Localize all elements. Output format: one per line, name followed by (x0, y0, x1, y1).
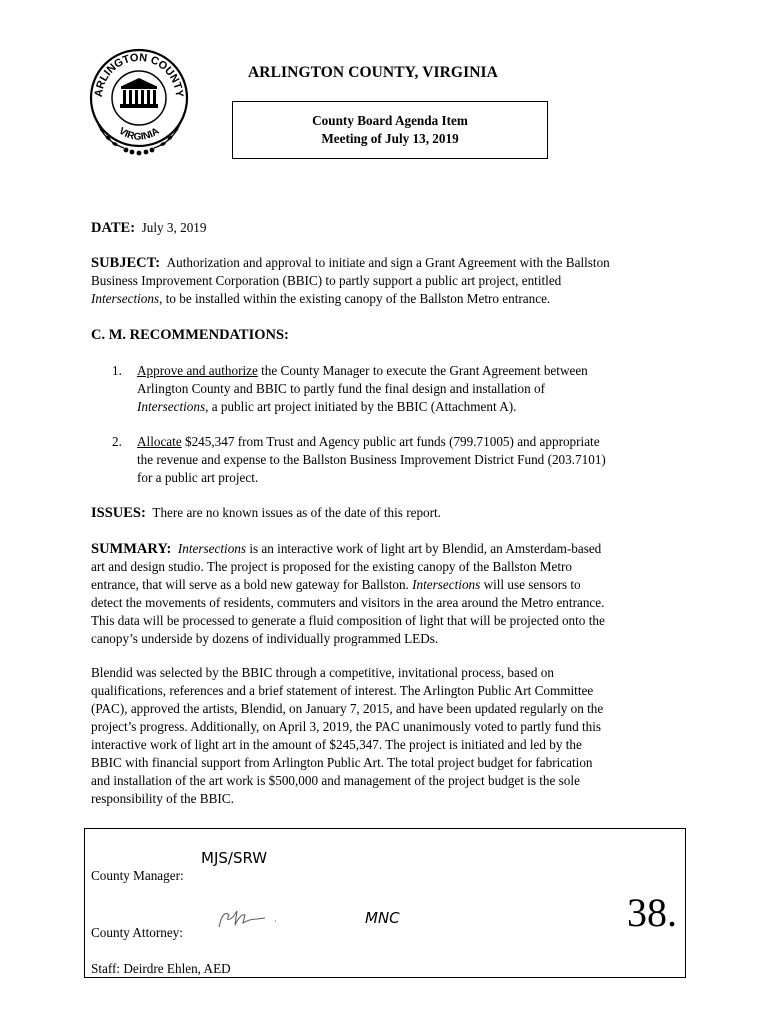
meeting-date: Meeting of July 13, 2019 (321, 131, 459, 146)
recommendation-italic-title: Intersections (137, 399, 206, 414)
issues-text: There are no known issues as of the date of this report. (152, 505, 441, 520)
summary-paragraph-1 (91, 540, 691, 648)
agenda-item-number: 38. (627, 890, 677, 935)
summary-text: (PAC), approved the artists, Blendid, on January 7, 2015, and have been updated regularly on the (91, 701, 604, 716)
summary-text: project’s progress. Additionally, on April 3, 2019, the PAC unanimously voted to partly fund this (91, 719, 602, 734)
summary-text: will use sensors to (480, 577, 581, 592)
issues-line (91, 504, 691, 522)
summary-text: Blendid was selected by the BBIC through a competitive, invitational process, based on (91, 665, 554, 680)
recommendation-text: Arlington County and BBIC to partly fund the final design and installation of (137, 381, 546, 396)
recommendations-list (112, 362, 682, 487)
summary-text: and installation of the art work is $500,000 and management of the project budget is the sole (91, 773, 580, 788)
recommendation-item (112, 433, 682, 487)
date-label: DATE: (91, 220, 136, 236)
subject-text-line3: , to be installed within the existing canopy of the Ballston Metro entrance. (159, 291, 551, 306)
recommendation-text: , a public art project initiated by the BBIC (Attachment A). (205, 399, 517, 414)
recommendation-text: for a public art project. (137, 470, 259, 485)
recommendation-text: $245,347 from Trust and Agency public art funds (799.71005) and appropriate (181, 434, 600, 449)
summary-text: art and design studio. The project is proposed for the existing canopy of the Ballston Metro (91, 559, 573, 574)
recommendation-item (112, 362, 682, 416)
summary-italic-title: Intersections (177, 541, 247, 556)
manager-initials: MJS/SRW (201, 849, 268, 867)
recommendation-action: Approve and authorize (137, 363, 258, 378)
summary-text: BBIC with financial support from Arlington Public Art. The total project budget for fabrication (91, 755, 593, 770)
summary-italic-title: Intersections (412, 577, 481, 592)
summary-paragraph-2 (91, 664, 691, 808)
subject-label: SUBJECT: (91, 255, 161, 271)
date-line (91, 219, 691, 237)
svg-text:ARLINGTON COUNTY (93, 52, 185, 99)
staff-line: Staff: Deirdre Ehlen, AED (91, 961, 231, 976)
seal-bottom-text: VIRGINIA (116, 125, 162, 143)
county-manager-label: County Manager: (91, 868, 184, 883)
agenda-box-title: County Board Agenda Item (312, 113, 468, 128)
attorney-signature (213, 903, 293, 933)
subject-text-line1: Authorization and approval to initiate and sign a Grant Agreement with the Ballston (166, 255, 610, 270)
recommendation-number: 1. (112, 363, 122, 378)
issues-label: ISSUES: (91, 505, 146, 521)
summary-text: This data will be processed to generate a fluid composition of light that will be projected onto the (91, 613, 605, 628)
summary-text: interactive work of light art in the amount of $245,347. The project is initiated and led by the (91, 737, 582, 752)
county-seal-logo (84, 46, 194, 162)
summary-text: canopy’s underside by dozens of individually programmed LEDs. (91, 631, 439, 646)
subject-italic-title: Intersections (91, 291, 160, 306)
summary-text: responsibility of the BBIC. (91, 791, 234, 806)
attorney-initials: MNC (365, 909, 400, 927)
recommendation-number: 2. (112, 434, 122, 449)
summary-label: SUMMARY: (91, 541, 172, 557)
seal-top-text: ARLINGTON COUNTY (92, 51, 186, 98)
recommendation-action: Allocate (137, 434, 182, 449)
recommendations-heading: C. M. RECOMMENDATIONS: (91, 327, 289, 343)
subject-section (91, 254, 691, 308)
summary-text: qualifications, references and a brief statement of interest. The Arlington Public Art Committee (91, 683, 594, 698)
recommendation-text: the revenue and expense to the Ballston Business Improvement District Fund (203.7101) (137, 452, 606, 467)
recommendation-text: the County Manager to execute the Grant Agreement between (257, 363, 588, 378)
summary-text: is an interactive work of light art by Blendid, an Amsterdam-based (246, 541, 602, 556)
county-attorney-label: County Attorney: (91, 925, 183, 940)
summary-text: detect the movements of residents, commuters and visitors in the area around the Metro entrance. (91, 595, 605, 610)
svg-text:VIRGINIA (117, 126, 162, 143)
county-title: ARLINGTON COUNTY, VIRGINIA (248, 64, 498, 81)
date-value: July 3, 2019 (141, 220, 207, 235)
subject-text-line2: Business Improvement Corporation (BBIC) to partly support a public art project, entitled (91, 273, 562, 288)
agenda-item-box (232, 101, 548, 159)
summary-text: entrance, that will serve as a bold new gateway for Ballston. (91, 577, 413, 592)
signature-block (84, 828, 686, 978)
